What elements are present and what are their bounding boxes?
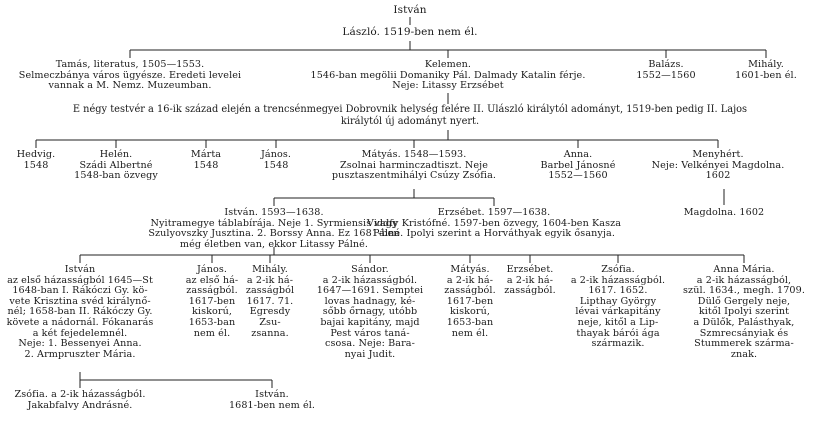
person-anna-maria: Anna Mária. a 2-ik házasságból, szül. 1634., megh. 1709. Dülő Gergely neje, kitől Ipolyi szerint a Dülők, Palásthyak, Szmrecsányiak és Stummerek szárma- znak. xyxy=(683,264,805,360)
person-erzsebet-1597: Erzsébet. 1597—1638. Viddfy Kristófné. 1597-ben özvegy, 1604-ben Kasza Pálné. Ipolyi szerint a Horváthyak egyik ősanyja. xyxy=(366,207,622,240)
person-tamas: Tamás, literatus, 1505—1553. Selmeczbánya város ügyésze. Eredeti levelei vannak a M. Nemz. Muzeumban. xyxy=(18,59,242,92)
person-matyas-1548: Mátyás. 1548—1593. Zsolnai harminczadtiszt. Neje pusztaszentmihályi Csúzy Zsófia. xyxy=(331,149,497,182)
person-janos-1617: János. az első há- zasságból. 1617-ben kiskorú, 1653-ban nem él. xyxy=(185,264,239,339)
person-marta: Márta 1548 xyxy=(190,149,222,171)
person-istvan-root: István xyxy=(393,4,427,16)
person-menyhert: Menyhért. Neje: Velkényei Magdolna. 1602 xyxy=(651,149,785,182)
person-matyas-1617: Mátyás. a 2-ik há- zasságból. 1617-ben kiskorú, 1653-ban nem él. xyxy=(444,264,496,339)
person-zsofia-1617: Zsófia. a 2-ik házasságból. 1617. 1652. Lipthay György lévai várkapitány neje, kitől a Lip- thayak bárói ága származik. xyxy=(570,264,666,350)
person-laszlo: László. 1519-ben nem él. xyxy=(342,26,478,38)
person-janos-1548: János. 1548 xyxy=(260,149,292,171)
person-sandor: Sándor. a 2-ik házasságból. 1647—1691. Semptei lovas hadnagy, ké- sőbb őrnagy, utóbb bajai kapitány, majd Pest város taná- csosa. Neje: Bara- nyai Judit. xyxy=(316,264,424,360)
person-magdolna-1602: Magdolna. 1602 xyxy=(683,207,765,218)
person-balazs: Balázs. 1552—1560 xyxy=(636,59,696,81)
person-zsofia-jakabfalvy: Zsófia. a 2-ik házasságból. Jakabfalvy Andrásné. xyxy=(14,389,146,411)
person-mihaly-1601: Mihály. 1601-ben él. xyxy=(735,59,797,81)
person-istvan-1593: István. 1593—1638. Nyitramegye táblabírája. Neje 1. Syrmiensis vagy Szulyovszky Jusztina. 2. Borssy Anna. Ez 1681-ben még életben van, ekkor Litassy Pálné. xyxy=(148,207,400,250)
person-erzsebet-2nd: Erzsébet. a 2-ik há- zasságból. xyxy=(504,264,556,297)
person-istvan-1645: István az első házasságból 1645—St 1648-ban I. Rákóczi Gy. kö- vete Krisztina svéd királynő- nél; 1658-ban II. Rákóczy Gy. követe a nádornál. Fókanarás a két fejedelemnél. Neje: 1. Bessenyei Anna. 2. Armpruszter Mária. xyxy=(6,264,154,360)
person-mihaly-1617: Mihály. a 2-ik há- zasságból 1617. 71. Egresdy Zsu- zsanna. xyxy=(245,264,295,339)
person-kelemen: Kelemen. 1546-ban megölii Domaniky Pál. Dalmady Katalin férje. Neje: Litassy Erzsébet xyxy=(310,59,586,92)
person-istvan-1681: István. 1681-ben nem él. xyxy=(228,389,316,411)
person-hedvig: Hedvig. 1548 xyxy=(16,149,56,171)
siblings-donation-note: E négy testvér a 16-ik század elején a trencsénmegyei Dobrovnik helység felére II. Ulászló királytól adományt, 1519-ben pedig II. Lajos királytól új adományt nyert. xyxy=(72,104,748,127)
person-anna-1552: Anna. Barbel Jánosné 1552—1560 xyxy=(540,149,616,182)
person-helen: Helén. Szádi Albertné 1548-ban özvegy xyxy=(74,149,158,182)
